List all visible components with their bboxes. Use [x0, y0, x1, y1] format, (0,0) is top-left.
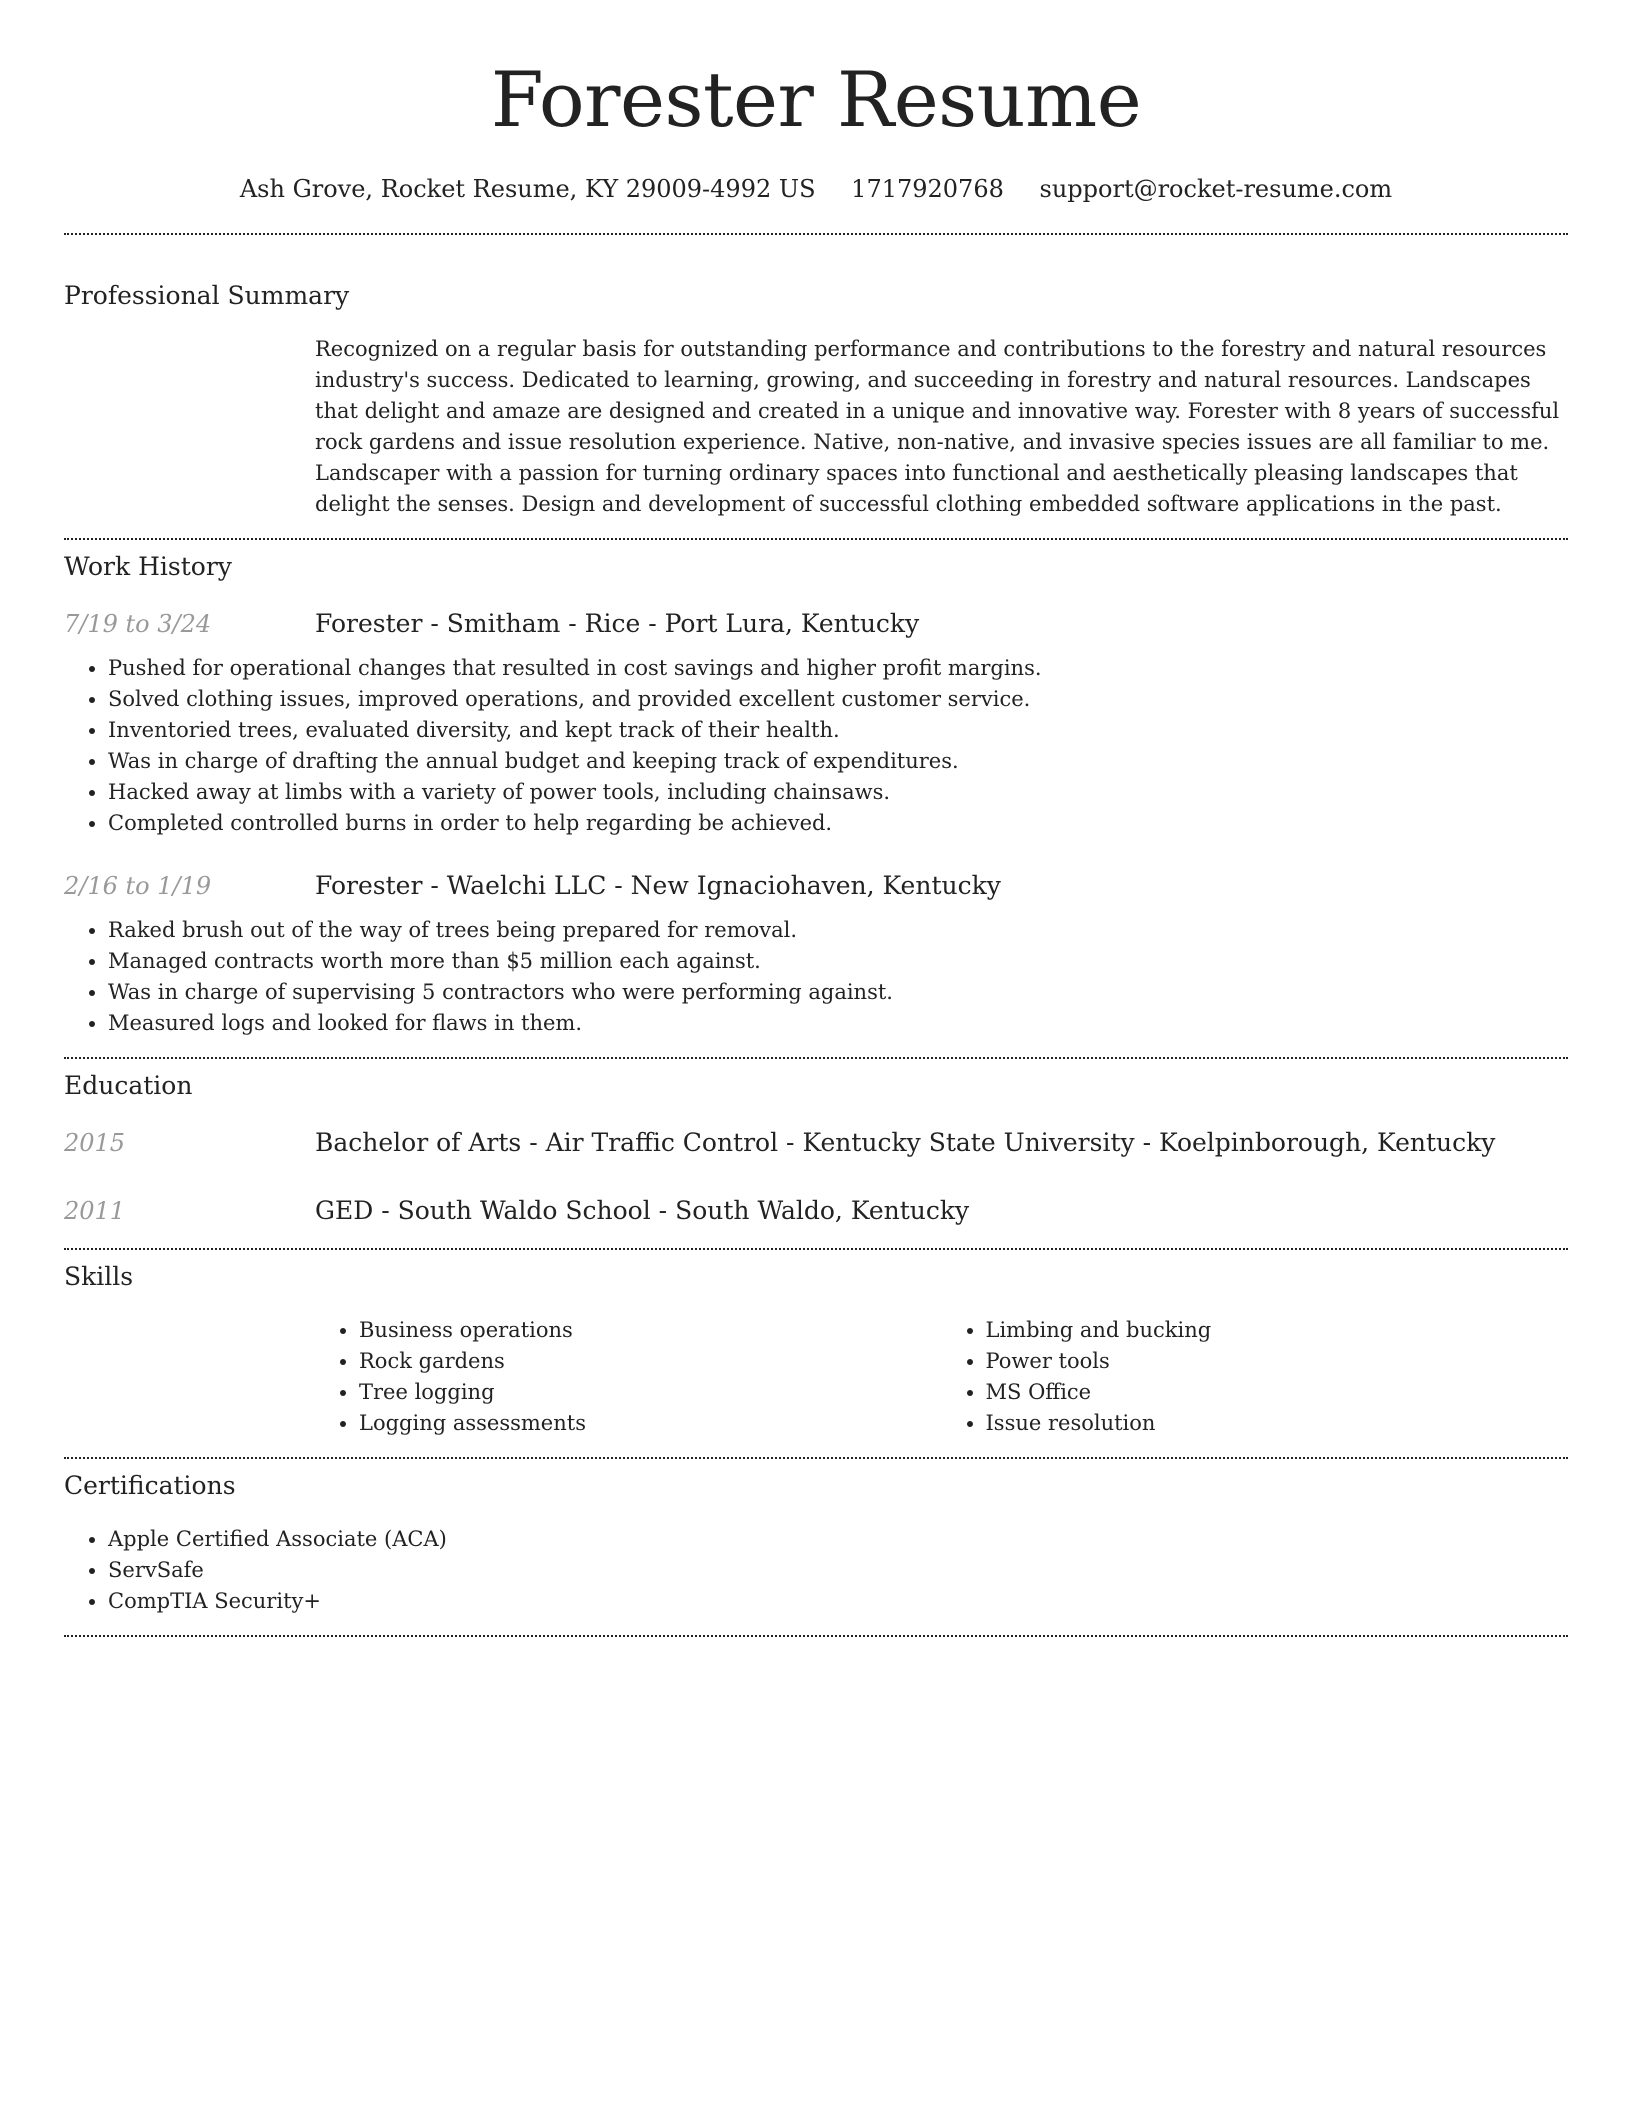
contact-phone: 1717920768: [851, 175, 1004, 203]
job-dates: 7/19 to 3/24: [64, 610, 212, 638]
divider: [64, 538, 1568, 540]
job-title: Forester - Waelchi LLC - New Ignaciohaven, Kentucky: [315, 871, 1001, 900]
list-item: • Business operations: [359, 1315, 942, 1346]
certifications-heading: Certifications: [64, 1471, 236, 1500]
job-entry: [64, 607, 1568, 839]
list-item: • Measured logs and looked for flaws in them.: [108, 1008, 1568, 1039]
education-entry: [64, 1194, 1568, 1228]
page-title: Forester Resume: [490, 55, 1142, 144]
list-item: • Logging assessments: [359, 1408, 942, 1439]
list-item: • Raked brush out of the way of trees being prepared for removal.: [108, 915, 1568, 946]
job-bullets: [64, 915, 1568, 1039]
list-item: • Tree logging: [359, 1377, 942, 1408]
contact-address: Ash Grove, Rocket Resume, KY 29009-4992 US: [239, 175, 816, 203]
list-item: • Was in charge of drafting the annual budget and keeping track of expenditures.: [108, 746, 1568, 777]
list-item: • MS Office: [986, 1377, 1569, 1408]
job-entry: [64, 869, 1568, 1039]
list-item: • Rock gardens: [359, 1346, 942, 1377]
list-item: • Managed contracts worth more than $5 million each against.: [108, 946, 1568, 977]
education-heading: Education: [64, 1071, 193, 1100]
list-item: • Inventoried trees, evaluated diversity, and kept track of their health.: [108, 715, 1568, 746]
education-title: [315, 1126, 1568, 1160]
list-item: • Power tools: [986, 1346, 1569, 1377]
divider: [64, 233, 1568, 235]
education-year: 2015: [64, 1129, 126, 1157]
list-item: • Completed controlled burns in order to help regarding be achieved.: [108, 808, 1568, 839]
job-dates: 2/16 to 1/19: [64, 872, 212, 900]
education-year: 2011: [64, 1197, 126, 1225]
skills-heading: Skills: [64, 1262, 134, 1291]
contact-line: [64, 172, 1568, 206]
list-item: • ServSafe: [108, 1555, 1568, 1586]
list-item: • Solved clothing issues, improved operations, and provided excellent customer service.: [108, 684, 1568, 715]
list-item: • CompTIA Security+: [108, 1586, 1568, 1617]
work-history-heading: Work History: [64, 552, 232, 581]
summary-heading: Professional Summary: [64, 281, 350, 310]
job-bullets: [64, 653, 1568, 839]
list-item: • Was in charge of supervising 5 contractors who were performing against.: [108, 977, 1568, 1008]
certifications-list: [64, 1524, 1568, 1617]
skills-list: [315, 1315, 1568, 1439]
divider: [64, 1248, 1568, 1250]
education-entry: [64, 1126, 1568, 1160]
list-item: • Issue resolution: [986, 1408, 1569, 1439]
education-degree: Bachelor of Arts - Air Traffic Control: [315, 1128, 779, 1157]
resume-page: [64, 0, 1568, 1637]
education-school: - Kentucky State University - Koelpinborough, Kentucky: [778, 1128, 1496, 1157]
divider: [64, 1057, 1568, 1059]
job-title: Forester - Smitham - Rice - Port Lura, Kentucky: [315, 609, 920, 638]
list-item: • Pushed for operational changes that resulted in cost savings and higher profit margins.: [108, 653, 1568, 684]
summary-text: Recognized on a regular basis for outstanding performance and contributions to the forestry and natural resources industry's success. Dedicated to learning, growing, and succeeding in forestry and natural resources. Landscapes that delight and amaze are designed and created in a unique and innovative way. Forester with 8 years of successful rock gardens and issue resolution experience. Native, non-native, and invasive species issues are all familiar to me. Landscaper with a passion for turning ordinary spaces into functional and aesthetically pleasing landscapes that delight the senses. Design and development of successful clothing embedded software applications in the past.: [315, 337, 1560, 516]
divider: [64, 1635, 1568, 1637]
list-item: • Apple Certified Associate (ACA): [108, 1524, 1568, 1555]
list-item: • Hacked away at limbs with a variety of power tools, including chainsaws.: [108, 777, 1568, 808]
contact-email: support@rocket-resume.com: [1039, 175, 1393, 203]
skills-column-right: [942, 1315, 1569, 1439]
education-title: GED - South Waldo School - South Waldo, Kentucky: [315, 1196, 970, 1225]
list-item: • Limbing and bucking: [986, 1315, 1569, 1346]
divider: [64, 1457, 1568, 1459]
skills-column-left: [315, 1315, 942, 1439]
